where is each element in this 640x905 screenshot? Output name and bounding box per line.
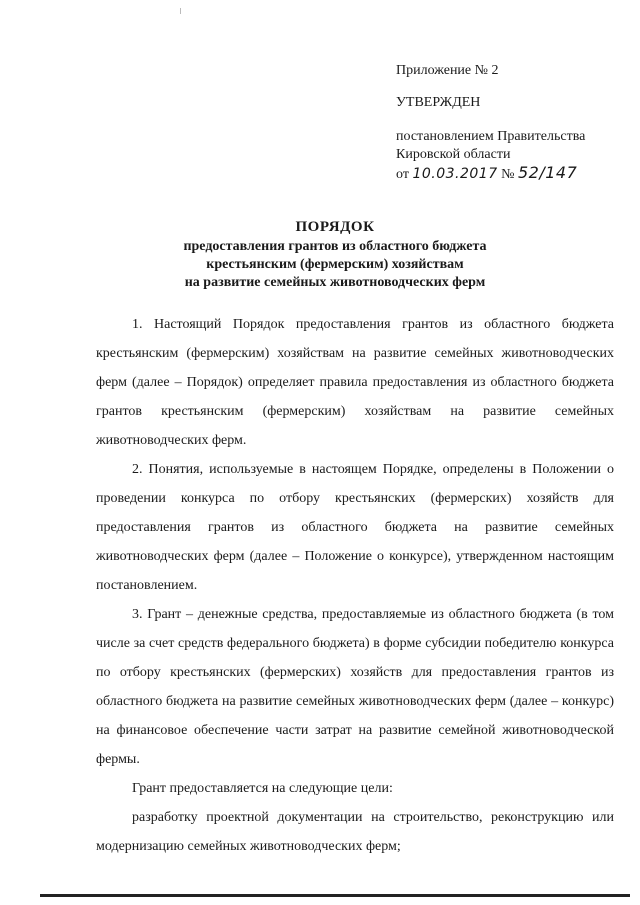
date-prefix: от [396,167,409,182]
title-line-1: предоставления грантов из областного бюджета [183,239,487,254]
paragraph-5: разработку проектной документации на строительство, реконструкцию или модернизацию семейных животноводческих ферм; [96,810,614,854]
paragraph-2: 2. Понятия, используемые в настоящем Порядке, определены в Положении о проведении конкурса по отбору крестьянских (фермерских) хозяйств для предоставления грантов из областного бюджета на развитие семейных животноводческих ферм (далее – Положение о конкурсе), утвержденном настоящим постановлением. [96,462,614,593]
title-line-3: на развитие семейных животноводческих ферм [184,275,486,290]
paragraph-4: Грант предоставляется на следующие цели: [132,781,393,796]
scan-bottom-edge [40,894,630,897]
document-body [96,310,614,861]
document-title [90,218,580,292]
approved-label: УТВЕРЖДЕН [396,95,481,110]
paragraph-3: 3. Грант – денежные средства, предоставляемые из областного бюджета (в том числе за счет средств федерального бюджета) в форме субсидии победителю конкурса по отбору крестьянских (фермерских) хозяйств для предоставления грантов из областного бюджета на развитие семейных животноводческих ферм (далее – конкурс) на финансовое обеспечение части затрат на развитие семейной животноводческой фермы. [96,607,614,767]
approval-block [396,62,626,184]
approved-by-line2: Кировской области [396,147,511,162]
title-line-2: крестьянским (фермерским) хозяйствам [206,257,464,272]
approval-date-line [396,164,626,184]
paragraph-1: 1. Настоящий Порядок предоставления грантов из областного бюджета крестьянским (фермерским) хозяйствам на развитие семейных животноводческих ферм (далее – Порядок) определяет правила предоставления из областного бюджета грантов крестьянским (фермерским) хозяйствам на развитие семейных животноводческих ферм. [96,317,614,448]
number-prefix: № [501,167,515,182]
title-main: ПОРЯДОК [295,219,375,235]
handwritten-number: 52/147 [517,163,578,182]
handwritten-date: 10.03.2017 [412,166,498,182]
approved-by-line1: постановлением Правительства [396,129,586,144]
appendix-label: Приложение № 2 [396,63,499,78]
scan-mark [180,8,181,14]
